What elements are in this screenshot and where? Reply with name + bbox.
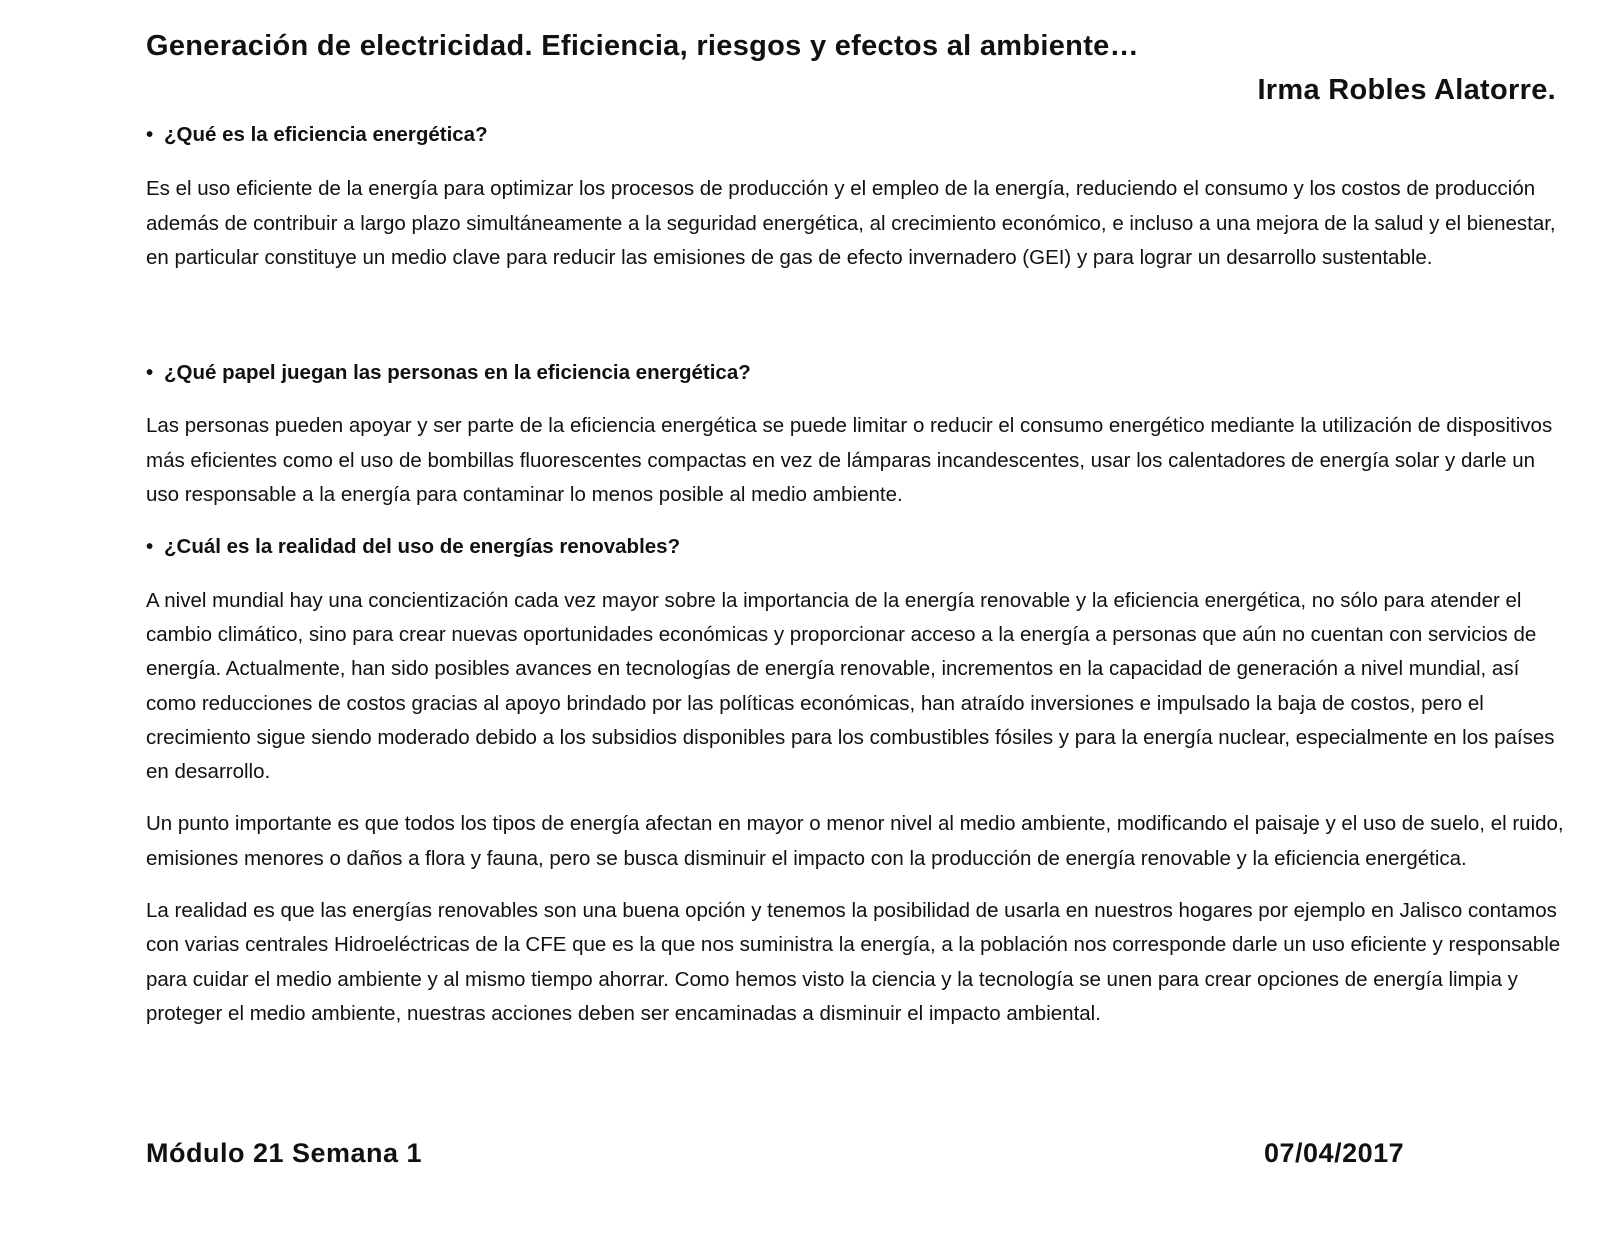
question-text: ¿Qué papel juegan las personas en la eficiencia energética? — [164, 361, 751, 385]
bullet-icon: • — [146, 123, 154, 146]
section-paragraph: A nivel mundial hay una concientización cada vez mayor sobre la importancia de la energía renovable y la eficiencia energética, no sólo para atender el cambio climático, sino para crear nuevas oportunidades económicas y proporcionar acceso a la energía a personas que aún no cuentan con servicios de energía. Actualmente, han sido posibles avances en tecnologías de energía renovable, incrementos en la capacidad de generación a nivel mundial, así como reducciones de costos gracias al apoyo brindado por las políticas económicas, han atraído inversiones e impulsado la baja de costos, pero el crecimiento sigue siendo moderado debido a los subsidios disponibles para los combustibles fósiles y para la energía nuclear, especialmente en los países en desarrollo. — [146, 588, 1555, 784]
document-title: Generación de electricidad. Eficiencia, riesgos y efectos al ambiente… — [146, 30, 1139, 62]
section-question — [146, 356, 1564, 390]
section-paragraph: Un punto importante es que todos los tipos de energía afectan en mayor o menor nivel al medio ambiente, modificando el paisaje y el uso de suelo, el ruido, emisiones menores o daños a flora y fauna, pero se busca disminuir el impacto con la producción de energía renovable y la eficiencia energética. — [146, 812, 1564, 870]
bullet-icon: • — [146, 535, 154, 559]
author-name: Irma Robles Alatorre. — [1257, 74, 1556, 106]
bullet-icon: • — [146, 361, 154, 385]
section-paragraph: La realidad es que las energías renovables son una buena opción y tenemos la posibilidad de usarla en nuestros hogares por ejemplo en Jalisco contamos con varias centrales Hidroeléctricas de la CFE que es la que nos suministra la energía, a la población nos corresponde darle un uso eficiente y responsable para cuidar el medio ambiente y al mismo tiempo ahorrar. Como hemos visto la ciencia y la tecnología se unen para crear opciones de energía limpia y proteger el medio ambiente, nuestras acciones deben ser encaminadas a disminuir el impacto ambiental. — [146, 899, 1561, 1025]
footer-date: 07/04/2017 — [1264, 1138, 1405, 1168]
section-paragraph: Las personas pueden apoyar y ser parte de la eficiencia energética se puede limitar o reducir el consumo energético mediante la utilización de dispositivos más eficientes como el uso de bombillas fluorescentes compactas en vez de lámparas incandescentes, usar los calentadores de energía solar y darle un uso responsable a la energía para contaminar lo menos posible al medio ambiente. — [146, 414, 1553, 507]
section-paragraph: Es el uso eficiente de la energía para optimizar los procesos de producción y el empleo de la energía, reduciendo el consumo y los costos de producción además de contribuir a largo plazo simultáneamente a la seguridad energética, al crecimiento económico, e incluso a una mejora de la salud y el bienestar, en particular constituye un medio clave para reducir las emisiones de gas de efecto invernadero (GEI) y para lograr un desarrollo sustentable. — [146, 177, 1556, 269]
document-body — [146, 118, 1564, 1031]
section-question — [146, 530, 1564, 564]
section-question — [146, 118, 1564, 152]
footer-module: Módulo 21 Semana 1 — [146, 1138, 423, 1168]
question-text: ¿Qué es la eficiencia energética? — [164, 123, 488, 146]
question-text: ¿Cuál es la realidad del uso de energías renovables? — [164, 535, 681, 559]
